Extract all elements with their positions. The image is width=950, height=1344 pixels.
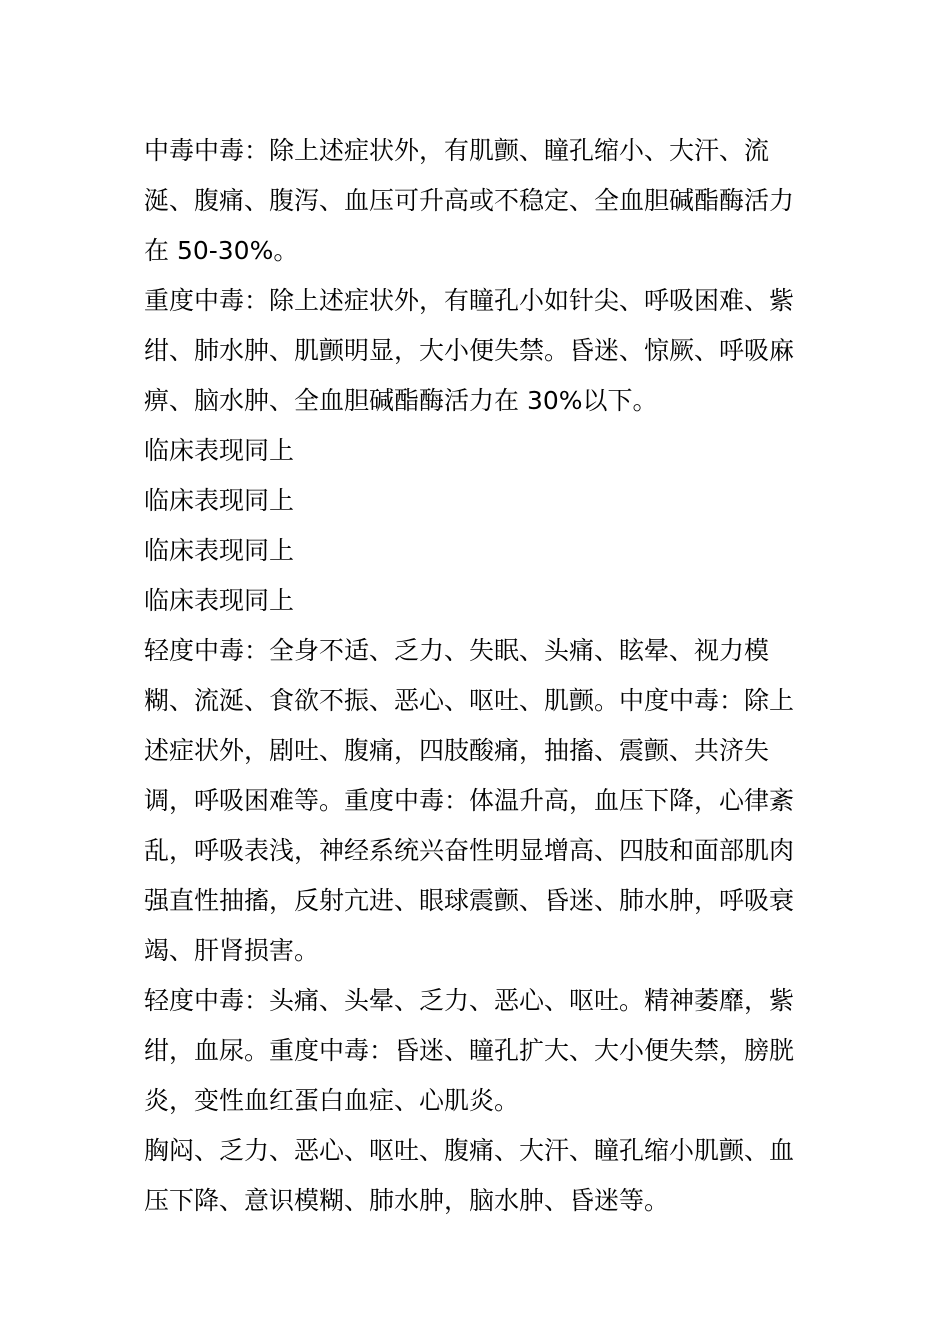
paragraph-moderate-poisoning: 中毒中毒：除上述症状外，有肌颤、瞳孔缩小、大汗、流涎、腹痛、腹泻、血压可升高或不稳定、全血胆碱酯酶活力在 50-30%。 xyxy=(144,136,795,265)
paragraph-same-as-above-3: 临床表现同上 xyxy=(144,536,295,565)
paragraph-severe-poisoning: 重度中毒：除上述症状外，有瞳孔小如针尖、呼吸困难、紫绀、肺水肿、肌颤明显，大小便失禁。昏迷、惊厥、呼吸麻痹、脑水肿、全血胆碱酯酶活力在 30%以下。 xyxy=(144,286,795,415)
paragraph-mild-severe: 轻度中毒：头痛、头晕、乏力、恶心、呕吐。精神萎靡，紫绀，血尿。重度中毒：昏迷、瞳孔扩大、大小便失禁，膀胱炎，变性血红蛋白血症、心肌炎。 xyxy=(144,986,795,1115)
paragraph-same-as-above-1: 临床表现同上 xyxy=(144,436,295,465)
document-body xyxy=(144,126,794,1226)
paragraph-same-as-above-2: 临床表现同上 xyxy=(144,486,295,515)
paragraph-symptoms-list: 胸闷、乏力、恶心、呕吐、腹痛、大汗、瞳孔缩小肌颤、血压下降、意识模糊、肺水肿，脑水肿、昏迷等。 xyxy=(144,1136,795,1215)
paragraph-same-as-above-4: 临床表现同上 xyxy=(144,586,295,615)
paragraph-mild-moderate-severe: 轻度中毒：全身不适、乏力、失眠、头痛、眩晕、视力模糊、流涎、食欲不振、恶心、呕吐、肌颤。中度中毒：除上述症状外，剧吐、腹痛，四肢酸痛，抽搐、震颤、共济失调，呼吸困难等。重度中毒：体温升高，血压下降，心律紊乱，呼吸表浅，神经系统兴奋性明显增高、四肢和面部肌肉强直性抽搐，反射亢进、眼球震颤、昏迷、肺水肿，呼吸衰竭、肝肾损害。 xyxy=(144,636,795,965)
